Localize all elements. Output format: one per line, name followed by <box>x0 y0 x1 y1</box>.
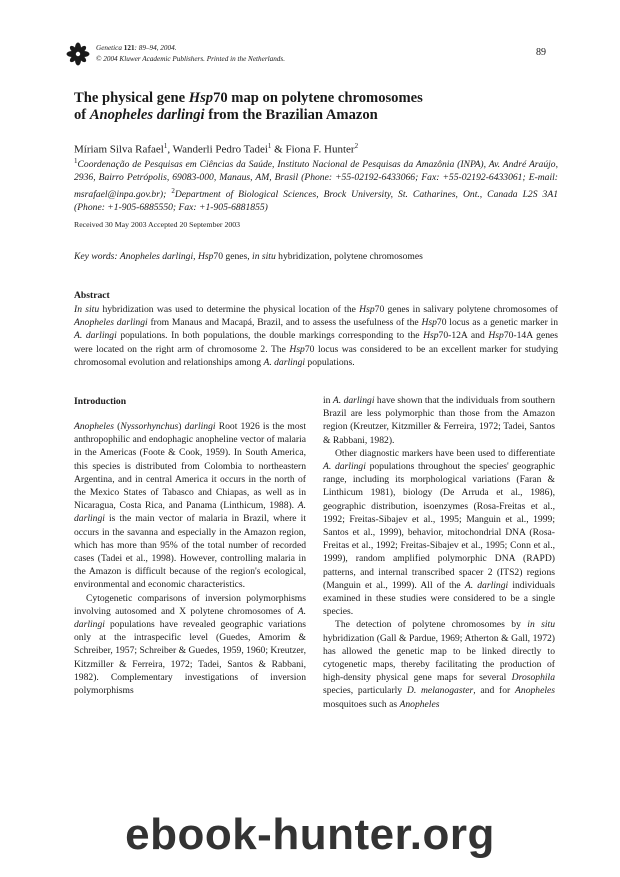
journal-citation <box>96 43 285 64</box>
keyword-sep: , <box>193 251 198 262</box>
intro-text: The detection of polytene chromosomes by <box>335 619 528 631</box>
intro-text: ( <box>113 421 121 432</box>
abstract-text: A. darlingi <box>74 330 117 342</box>
abstract-text: Hsp <box>488 330 504 342</box>
intro-text: populations have revealed geographic variations only at the intraspecific level (Guedes, Amorim & Schreiber, 1957; Schreiber & Guedes, 1959, 1960; Kreutzer, Kitzmiller & Ferreira, 1972; Tadei, Santos & Rabbani, 1982). Complementary investigations of inversion polymorphisms <box>74 619 306 697</box>
intro-text: is the main vector of malaria in Brazil, where it occurs in the savanna and especially in the Amazon region, which has more than 95% of the total number of recorded cases (Tadei et al., 1998). However, controlling malaria in the Amazon is difficult because of the region's ecological, environmental and economic characteristics. <box>74 513 306 591</box>
abstract-text: Hsp <box>289 343 305 355</box>
intro-text: ) <box>178 421 185 432</box>
abstract-text: Hsp <box>421 317 437 329</box>
intro-text: Anopheles <box>515 685 555 697</box>
affiliations <box>74 155 558 214</box>
keyword: hybridization, polytene chromosomes <box>275 251 423 262</box>
intro-text: individuals examined in these studies were considered to be a single species. <box>323 579 555 618</box>
intro-text: Other diagnostic markers have been used to differentiate <box>335 447 555 459</box>
column-right <box>323 394 555 711</box>
intro-text: A. darlingi <box>323 461 366 473</box>
keywords-label: Key words: <box>74 251 118 262</box>
paragraph <box>74 420 306 592</box>
author-affil-sup: 1 <box>267 142 272 150</box>
copyright-line: © 2004 Kluwer Academic Publishers. Printed in the Netherlands. <box>96 54 285 63</box>
author-affil-sup: 1 <box>163 142 168 150</box>
author-name: Wanderli Pedro Tadei <box>172 143 268 156</box>
author-name: Míriam Silva Rafael <box>74 143 164 156</box>
title-text: The physical gene <box>74 90 189 106</box>
author-affil-sup: 2 <box>354 142 359 150</box>
watermark: ebook-hunter.org <box>125 810 495 859</box>
paragraph <box>323 394 555 447</box>
abstract-text: populations. In both populations, the double markings corresponding to the <box>116 330 424 342</box>
paragraph <box>323 618 555 710</box>
title-species: Anopheles darlingi <box>89 107 205 123</box>
intro-text: Root 1926 is the most anthropophilic and endophagic anopheline vector of malaria in the Americas (Foote & Cook, 1959). In South America, this species is distributed from Colombia to northeastern Argentina, and in central America it occurs in the north of the Mexico States of Tabasco and Chiapas, as well as in Nicaragua, Costa Rica, and Panama (Linthicum, 1988). <box>74 421 307 512</box>
title-text: of <box>74 107 90 123</box>
affil-sup: 2 <box>171 186 175 195</box>
journal-volume: 121 <box>123 44 135 52</box>
author-list <box>74 142 358 156</box>
abstract-body <box>74 303 558 369</box>
abstract-heading: Abstract <box>74 290 110 301</box>
abstract-text: 70 locus as a genetic marker in <box>436 317 559 329</box>
keyword: in situ <box>252 251 276 262</box>
intro-text: mosquitoes such as <box>323 698 400 710</box>
intro-text: populations throughout the species' geographic range, including its morphological variations (Faran & Linthicum 1981), biology (De Arruda et al., 1986), geographic distribution, isoenzymes (Rosa-Freitas et al., 1992; Freitas-Sibajev et al., 1995; Manguin et al., 1999; Santos et al., 1999), behavior, mitochondrial DNA (Rosa-Freitas et al., 1992; Freitas-Sibajev et al., 1995; Conn et al., 1999), random amplified polymorphic DNA (RAPD) patterns, and internal transcribed spacer 2 (ITS2) regions (Manguin et al., 1999). All of the <box>323 461 555 591</box>
affiliation-2: Department of Biological Sciences, Brock University, St. Catharines, Ont., Canada L2S 3A1 (Phone: +1-905-6885550; Fax: +1-905-6881855) <box>74 188 558 213</box>
intro-text: Nyssorhynchus <box>120 421 179 432</box>
abstract-text: populations. <box>305 356 355 368</box>
intro-text: A. darlingi <box>464 579 509 591</box>
title-text: 70 map on polytene chromosomes <box>213 90 423 106</box>
keyword: Hsp <box>197 251 214 262</box>
title-text: from the Brazilian Amazon <box>204 107 378 123</box>
intro-text: species, particularly <box>323 685 407 697</box>
received-dates: Received 30 May 2003 Accepted 20 September 2003 <box>74 220 241 229</box>
intro-text: hybridization (Gall & Pardue, 1969; Atherton & Gall, 1972) has allowed the genetic map to be linked directly to cytogenetic maps, thereby facilitating the production of high-density physical gene maps for several <box>323 632 555 684</box>
paragraph <box>323 447 555 619</box>
intro-text: Cytogenetic comparisons of inversion polymorphisms involving autosomed and X polytene chromosomes of <box>74 592 306 617</box>
title-gene: Hsp <box>188 90 214 106</box>
intro-text: D. melanogaster <box>406 685 474 697</box>
publisher-logo-icon <box>66 42 90 66</box>
intro-text: A. darlingi <box>332 395 375 406</box>
abstract-text: hybridization was used to determine the physical location of the <box>99 304 360 315</box>
intro-text: in situ <box>527 619 555 631</box>
intro-text: , and for <box>473 685 516 697</box>
author-sep: , <box>167 143 173 156</box>
keywords <box>74 251 423 262</box>
intro-text: darlingi <box>184 421 216 432</box>
abstract-text: Anopheles darlingi <box>74 317 148 329</box>
intro-text: A. darlingi <box>74 500 306 525</box>
abstract-text: 70-12A and <box>438 330 489 342</box>
abstract-text: Hsp <box>359 304 375 315</box>
intro-text: have shown that the individuals from southern Brazil are less polymorphic than those from the Amazon region (Kreutzer, Kitzmiller & Ferreira, 1972; Tadei, Santos & Rabbani, 1982). <box>323 395 555 446</box>
author-sep: & <box>271 143 286 156</box>
affil-sup: 1 <box>74 157 78 165</box>
abstract-text: Hsp <box>423 330 439 342</box>
intro-text: Anopheles <box>399 698 440 710</box>
intro-text: Anopheles <box>74 421 114 432</box>
intro-text: Drosophila <box>511 672 555 684</box>
abstract-text: 70-14A genes were located on the right arm of chromosome 2. The <box>74 330 559 355</box>
keyword: Anopheles darlingi <box>117 251 194 262</box>
abstract-text: In situ <box>74 304 100 315</box>
paper-title <box>74 90 554 124</box>
introduction-heading: Introduction <box>74 396 127 407</box>
abstract-text: from Manaus and Macapá, Brazil, and to assess the usefulness of the <box>147 317 422 329</box>
abstract-text: 70 locus was considered to be an excellent marker for studying chromosomal evolution and relationships among <box>74 343 558 368</box>
page-number: 89 <box>536 47 546 58</box>
abstract-text: 70 genes in salivary polytene chromosomes of <box>374 304 558 315</box>
affiliation-1: Coordenação de Pesquisas em Ciências da Saúde, Instituto Nacional de Pesquisas da Amazônia (INPA), Av. André Araújo, 2936, Bairro Petrópolis, 69083-000, Manaus, AM, Brasil (Phone: +55-02192-6433066; Fax: +55-02192-6433061; E-mail: msrafael@inpa.gov.br); <box>74 159 558 200</box>
author-name: Fiona F. Hunter <box>285 143 355 156</box>
abstract-text: A. darlingi <box>263 356 306 368</box>
journal-name: Genetica <box>96 44 122 52</box>
keyword: 70 genes, <box>213 251 253 262</box>
journal-pages-year: : 89–94, 2004. <box>134 44 177 52</box>
intro-text: in <box>323 395 333 406</box>
column-left <box>74 420 306 697</box>
intro-text: A. darlingi <box>74 605 306 631</box>
paragraph <box>74 592 306 698</box>
